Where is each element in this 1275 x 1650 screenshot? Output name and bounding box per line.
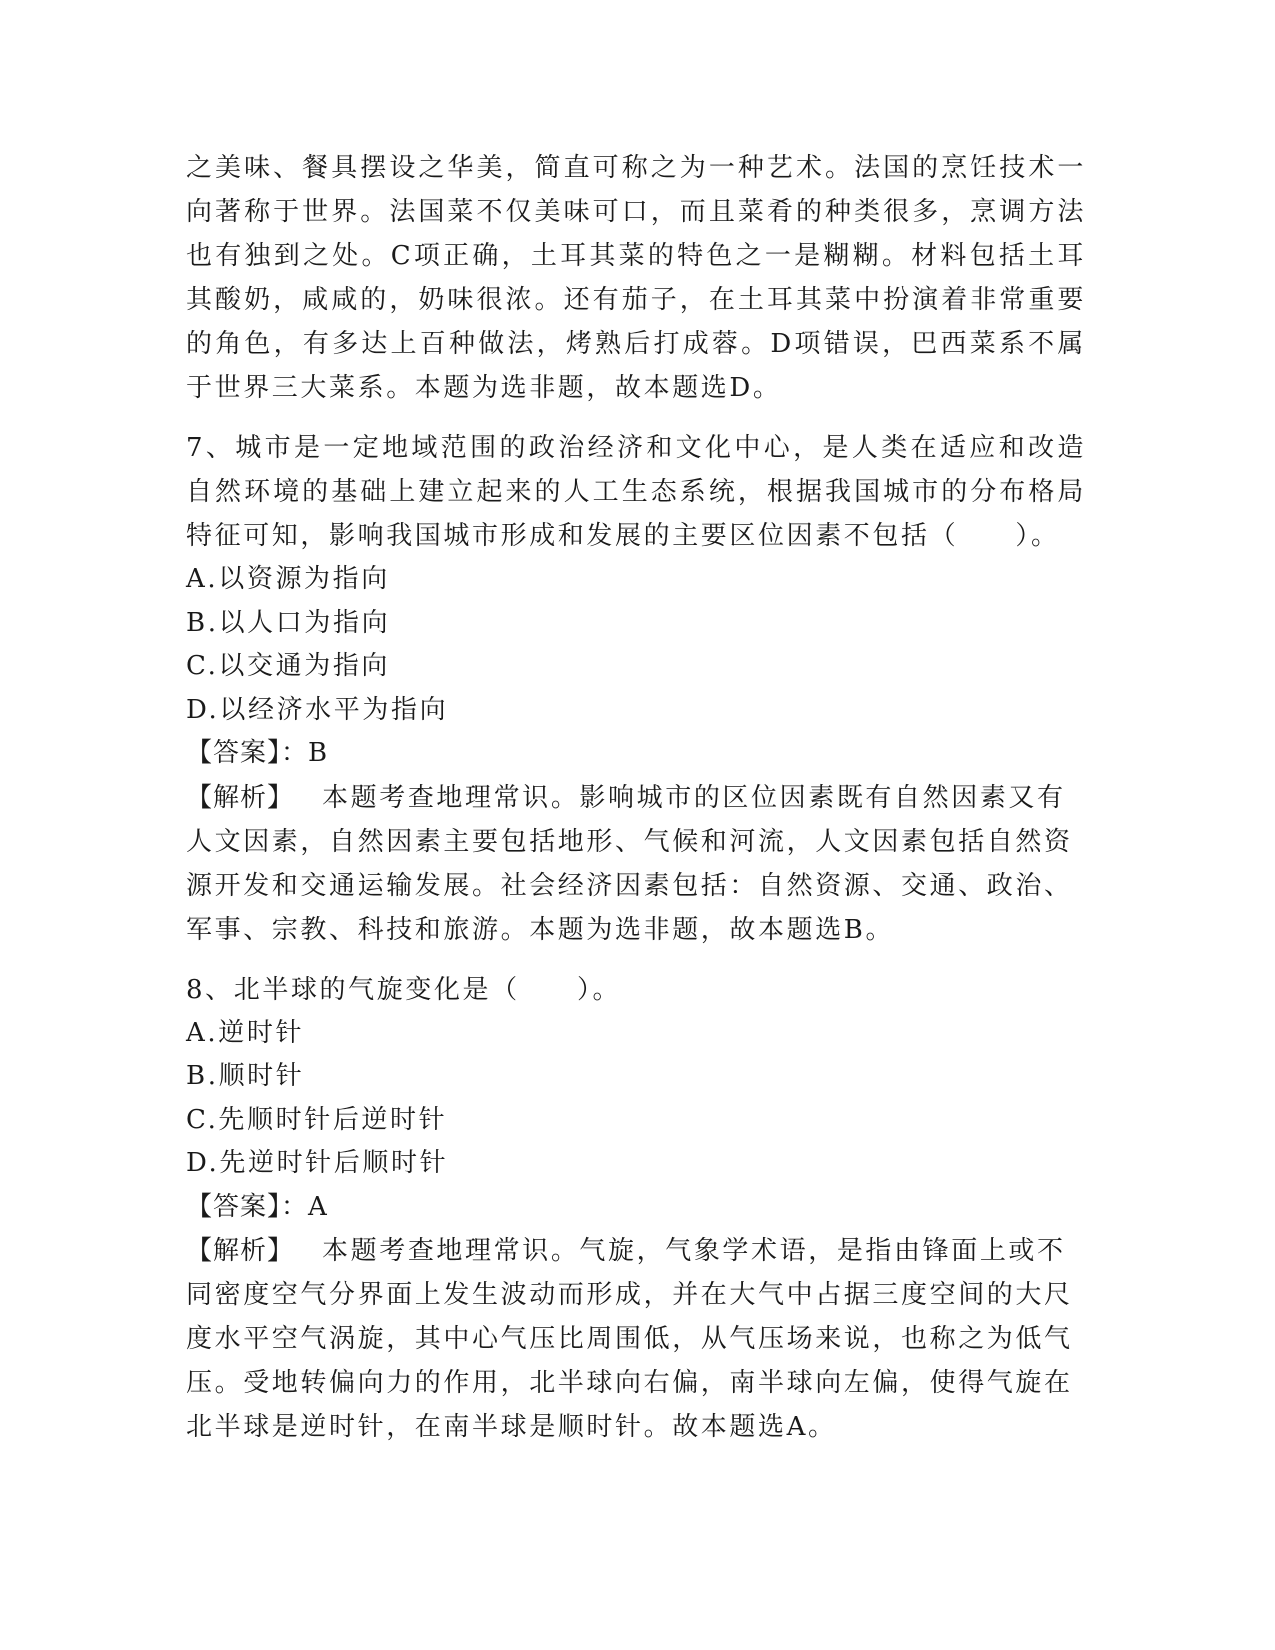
page-content [186, 146, 1086, 1465]
intro-paragraph: 之美味、餐具摆设之华美，简直可称之为一种艺术。法国的烹饪技术一向著称于世界。法国菜不仅美味可口，而且菜肴的种类很多，烹调方法也有独到之处。C项正确，土耳其菜的特色之一是糊糊。材料包括土耳其酸奶，咸咸的，奶味很浓。还有茄子，在土耳其菜中扮演着非常重要的角色，有多达上百种做法，烤熟后打成蓉。D项错误，巴西菜系不属于世界三大菜系。本题为选非题，故本题选D。 [186, 153, 1086, 403]
option-a: A.以资源为指向 [186, 564, 390, 594]
question-stem: 7、城市是一定地域范围的政治经济和文化中心，是人类在适应和改造自然环境的基础上建立起来的人工生态系统，根据我国城市的分布格局特征可知，影响我国城市形成和发展的主要区位因素不包括（ ）。 [186, 433, 1086, 551]
question-7 [186, 426, 1086, 952]
explanation-text: 本题考查地理常识。影响城市的区位因素既有自然因素又有人文因素，自然因素主要包括地形、气候和河流，人文因素包括自然资源开发和交通运输发展。社会经济因素包括：自然资源、交通、政治、军事、宗教、科技和旅游。本题为选非题，故本题选B。 [186, 782, 1073, 945]
option-b: B.以人口为指向 [186, 607, 391, 638]
question-8 [186, 968, 1086, 1450]
answer-label: 【答案】： [186, 1191, 309, 1222]
explanation-label: 【解析】 [186, 782, 295, 813]
explanation-label: 【解析】 [186, 1236, 295, 1266]
answer-line [186, 1186, 1086, 1230]
option-c: C.先顺时针后逆时针 [186, 1104, 448, 1135]
option-d: D.先逆时针后顺时针 [186, 1148, 449, 1178]
answer-value: B [308, 738, 330, 768]
option-a: A.逆时针 [186, 1017, 305, 1048]
answer-line [186, 732, 1086, 776]
intro-block [186, 146, 1086, 410]
question-stem: 8、北半球的气旋变化是（ ）。 [186, 974, 622, 1005]
option-d: D.以经济水平为指向 [186, 694, 449, 725]
explanation-text: 本题考查地理常识。气旋，气象学术语，是指由锋面上或不同密度空气分界面上发生波动而形成，并在大气中占据三度空间的大尺度水平空气涡旋，其中心气压比周围低，从气压场来说，也称之为低气压。受地转偏向力的作用，北半球向右偏，南半球向左偏，使得气旋在北半球是逆时针，在南半球是顺时针。故本题选A。 [186, 1236, 1073, 1442]
option-c: C.以交通为指向 [186, 651, 391, 681]
option-b: B.顺时针 [186, 1061, 305, 1091]
answer-label: 【答案】： [186, 738, 309, 768]
explanation [186, 776, 1086, 952]
answer-value: A [308, 1191, 330, 1222]
explanation [186, 1229, 1086, 1449]
